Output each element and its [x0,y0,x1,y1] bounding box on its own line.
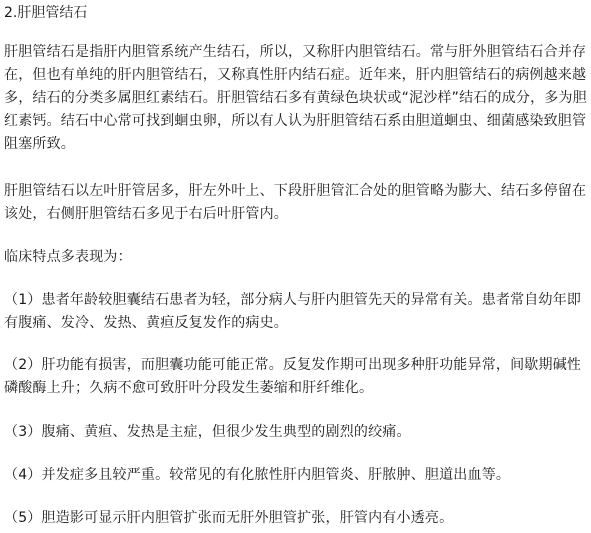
paragraph-location: 肝胆管结石以左叶肝管居多，肝左外叶上、下段肝胆管汇合处的胆管略为膨大、结石多停留在该处，右侧肝胆管结石多见于右后叶肝管内。 [4,183,587,222]
paragraph-clinical-intro: 临床特点多表现为： [4,249,132,265]
list-item-1: （1）患者年龄较胆囊结石患者为轻，部分病人与肝内胆管先天的异常有关。患者常自幼年即有腹痛、发冷、发热、黄疸反复发作的病史。 [4,292,582,331]
list-item-5: （5）胆造影可显示肝内胆管扩张而无肝外胆管扩张，肝管内有小透亮。 [4,510,454,526]
paragraph-overview: 肝胆管结石是指肝内胆管系统产生结石，所以，又称肝内胆管结石。常与肝外胆管结石合并存在，但也有单纯的肝内胆管结石，又称真性肝内结石症。近年来，肝内胆管结石的病例越来越多，结石的分类多属胆红素结石。肝胆管结石多有黄绿色块状或“泥沙样”结石的成分，多为胆红素钙。结石中心常可找到蛔虫卵，所以有人认为肝胆管结石系由胆道蛔虫、细菌感染致胆管阻塞所致。 [4,44,587,152]
list-item-4: （4）并发症多且较严重。较常见的有化脓性肝内胆管炎、肝脓肿、胆道出血等。 [4,467,511,483]
section-heading: 2.肝胆管结石 [4,5,88,21]
list-item-2: （2）肝功能有损害，而胆囊功能可能正常。反复发作期可出现多种肝功能异常，间歇期碱性磷酸酶上升；久病不愈可致肝叶分段发生萎缩和肝纤维化。 [4,357,582,396]
list-item-3: （3）腹痛、黄疸、发热是主症，但很少发生典型的剧烈的绞痛。 [4,424,411,440]
